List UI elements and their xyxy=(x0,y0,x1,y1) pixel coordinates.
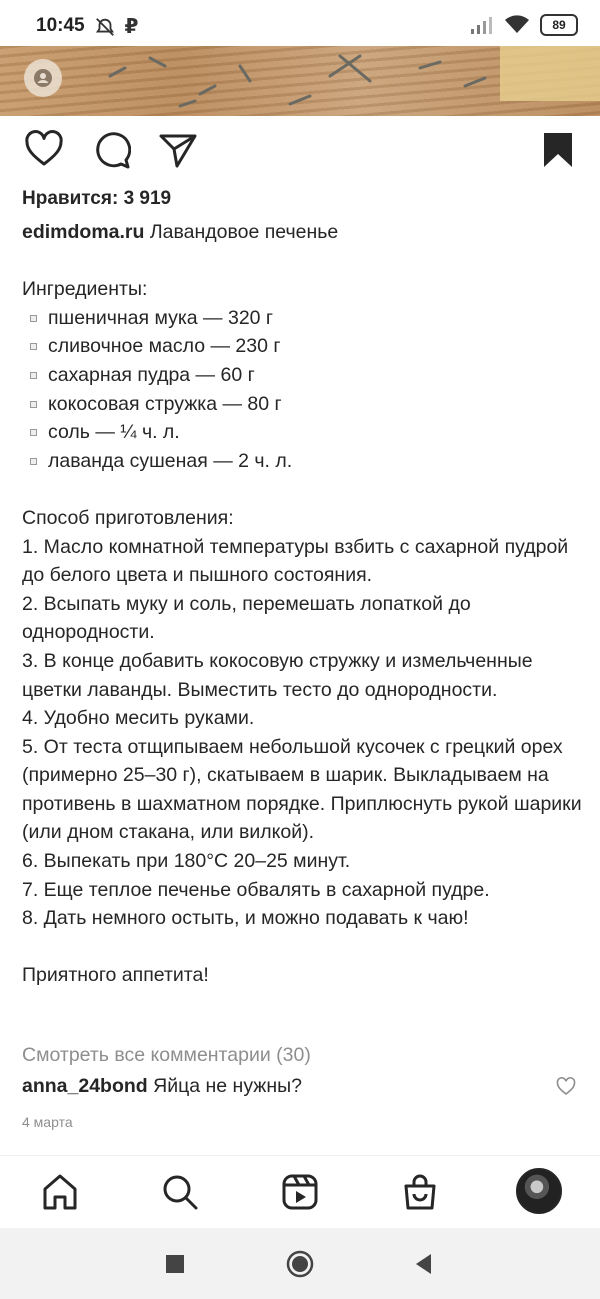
shop-icon[interactable] xyxy=(400,1172,440,1212)
status-right-icons xyxy=(470,14,578,36)
battery-icon: 89 xyxy=(540,14,578,36)
list-item: лаванда сушеная — 2 ч. л. xyxy=(22,447,582,476)
mute-alarm-icon xyxy=(94,16,116,38)
home-button-icon[interactable] xyxy=(286,1250,314,1278)
comment-icon[interactable] xyxy=(91,130,131,170)
step-item: 5. От теста отщипываем небольшой кусочек с грецкий орех (примерно 25–30 г), скатываем в шарик. Выкладываем на противень в шахматном порядке. Приплюснуть рукой шарики (или дном стакана, или вилкой). xyxy=(22,735,582,844)
reels-icon[interactable] xyxy=(280,1172,320,1212)
profile-avatar[interactable] xyxy=(516,1168,562,1214)
step-item: 6. Выпекать при 180°C 20–25 минут. xyxy=(22,850,351,873)
post-date: 4 марта xyxy=(22,1114,73,1130)
back-icon[interactable] xyxy=(410,1250,438,1278)
user-icon xyxy=(33,68,53,88)
ingredients-heading: Ингредиенты: xyxy=(22,278,148,301)
home-icon[interactable] xyxy=(40,1172,80,1212)
post-caption xyxy=(22,218,582,990)
comment-row xyxy=(22,1075,542,1098)
step-item: 2. Всыпать муку и соль, перемешать лопаткой до однородности. xyxy=(22,592,471,644)
like-icon[interactable] xyxy=(24,130,64,170)
step-item: 7. Еще теплое печенье обвалять в сахарной пудре. xyxy=(22,878,490,901)
wifi-icon xyxy=(504,15,530,35)
list-item: сахарная пудра — 60 г xyxy=(22,361,582,390)
lavender-decoration xyxy=(0,46,600,116)
system-navigation xyxy=(0,1228,600,1299)
search-icon[interactable] xyxy=(160,1172,200,1212)
caption-author[interactable]: edimdoma.ru xyxy=(22,221,145,243)
comment-username[interactable]: anna_24bond xyxy=(22,1075,148,1097)
ruble-icon: ₽ xyxy=(124,16,139,38)
spacer xyxy=(22,247,582,276)
post-image[interactable] xyxy=(0,46,600,116)
step-item: 4. Удобно месить руками. xyxy=(22,707,255,730)
spacer xyxy=(22,475,582,504)
view-all-comments-link[interactable]: Смотреть все комментарии (30) xyxy=(22,1044,311,1066)
status-time: 10:45 xyxy=(36,15,85,36)
list-item: пшеничная мука — 320 г xyxy=(22,304,582,333)
comment-text: Яйца не нужны? xyxy=(147,1075,302,1097)
caption-title-line xyxy=(22,218,582,247)
signal-icon xyxy=(470,16,494,34)
post-actions xyxy=(0,130,600,174)
step-item: 1. Масло комнатной температуры взбить с сахарной пудрой до белого цвета и пышного состояния. xyxy=(22,535,569,587)
comment-like-icon[interactable] xyxy=(556,1077,576,1097)
list-item: соль — ¼ ч. л. xyxy=(22,418,582,447)
caption-title: Лавандовое печенье xyxy=(144,221,339,243)
share-icon[interactable] xyxy=(158,130,198,170)
status-bar xyxy=(0,0,600,46)
spacer xyxy=(22,933,582,962)
closing-line: Приятного аппетита! xyxy=(22,964,209,987)
ingredients-list xyxy=(22,304,582,476)
step-item: 3. В конце добавить кокосовую стружку и измельченные цветки лаванды. Выместить тесто до однородности. xyxy=(22,649,533,701)
status-left-icons xyxy=(94,14,138,39)
list-item: кокосовая стружка — 80 г xyxy=(22,390,582,419)
bookmark-icon[interactable] xyxy=(538,130,578,170)
author-avatar[interactable] xyxy=(24,59,62,97)
recent-apps-icon[interactable] xyxy=(161,1250,189,1278)
likes-count[interactable]: Нравится: 3 919 xyxy=(22,188,172,209)
bottom-navigation xyxy=(0,1155,600,1228)
method-heading: Способ приготовления: xyxy=(22,506,234,529)
step-item: 8. Дать немного остыть, и можно подавать к чаю! xyxy=(22,907,469,930)
list-item: сливочное масло — 230 г xyxy=(22,332,582,361)
